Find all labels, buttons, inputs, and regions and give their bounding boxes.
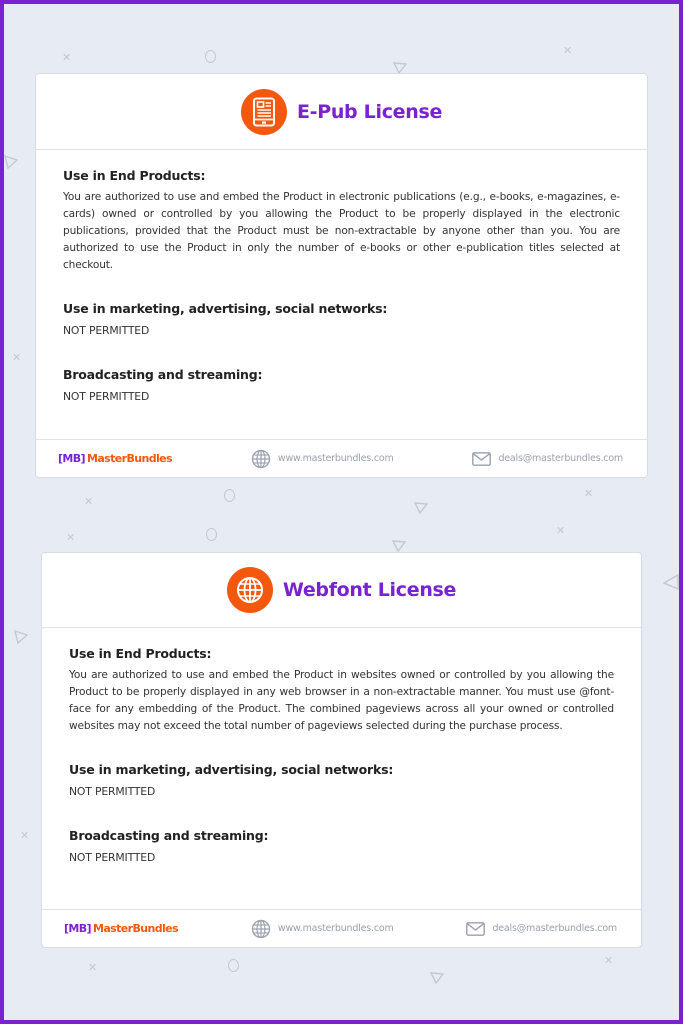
decor-x-icon: ✕ [66,531,76,544]
decor-x-icon: ✕ [20,829,30,842]
website-url: www.masterbundles.com [277,923,394,934]
decor-x-icon: ✕ [62,51,72,64]
decor-triangle-icon [430,972,444,984]
email-address: deals@masterbundles.com [498,453,623,464]
ebook-tablet-icon [241,89,287,135]
permission-status: NOT PERMITTED [63,324,150,337]
logo-mark: [MB] [64,922,91,935]
website-link[interactable] [251,919,394,939]
masterbundles-logo[interactable] [58,452,172,465]
decor-triangle-icon [663,574,679,590]
website-url: www.masterbundles.com [277,453,394,464]
card-title: Webfont License [282,579,457,601]
section-end-products [69,646,614,735]
decor-x-icon: ✕ [563,44,573,57]
decor-x-icon: ✕ [604,954,614,967]
section-broadcasting [63,367,620,405]
decor-x-icon: ✕ [584,487,594,500]
card-header [42,553,641,628]
card-title: E-Pub License [296,100,443,123]
decor-triangle-icon [4,155,18,169]
section-text: You are authorized to use and embed the Product in websites owned or controlled by you allowing the Product to be properly displayed in any web browser in a non-extractable manner. You must use @font-face for any embedding of the Product. The combined pageviews across all your owned or controlled websites may not exceed the total number of pageviews selected during the purchase process. [69,669,614,732]
section-heading: Use in marketing, advertising, social networks: [69,762,394,777]
section-broadcasting [69,828,614,866]
email-address: deals@masterbundles.com [492,923,617,934]
permission-status: NOT PERMITTED [63,390,150,403]
section-marketing [63,301,620,339]
section-heading: Use in End Products: [69,646,212,661]
permission-status: NOT PERMITTED [69,851,156,864]
masterbundles-logo[interactable] [64,922,178,935]
card-footer [42,909,641,947]
envelope-icon [466,922,485,936]
globe-icon [227,567,273,613]
decor-x-icon: ✕ [12,351,22,364]
globe-icon [251,449,271,469]
section-text: You are authorized to use and embed the Product in electronic publications (e.g., e-books, e-magazines, e-cards) owned or controlled by you allowing the Product to be properly displayed in the electronic publications, provided that the Product must be non-extractable by anyone other than you. You are authorized to use the Product in only the number of e-books or other e-publication titles selected at checkout. [63,191,620,271]
email-link[interactable] [466,922,617,936]
permission-status: NOT PERMITTED [69,785,156,798]
envelope-icon [472,452,491,466]
section-end-products [63,168,620,274]
logo-name: MasterBundles [87,452,172,465]
email-link[interactable] [472,452,623,466]
card-body [42,628,641,866]
decor-circle-icon [224,489,235,502]
section-heading: Broadcasting and streaming: [63,367,263,382]
decor-x-icon: ✕ [84,495,94,508]
card-header [36,74,647,150]
card-footer [36,439,647,477]
decor-x-icon: ✕ [88,961,98,974]
section-heading: Use in marketing, advertising, social networks: [63,301,388,316]
logo-name: MasterBundles [93,922,178,935]
logo-mark: [MB] [58,452,85,465]
website-link[interactable] [251,449,394,469]
section-heading: Broadcasting and streaming: [69,828,269,843]
globe-icon [251,919,271,939]
decor-triangle-icon [14,630,28,644]
card-body [36,150,647,405]
decor-circle-icon [228,959,239,972]
epub-license-card [35,73,648,478]
decor-triangle-icon [414,502,428,514]
section-heading: Use in End Products: [63,168,206,183]
section-marketing [69,762,614,800]
decor-circle-icon [206,528,217,541]
decor-triangle-icon [392,540,406,552]
webfont-license-card [41,552,642,948]
decor-circle-icon [205,50,216,63]
decor-x-icon: ✕ [556,524,566,537]
